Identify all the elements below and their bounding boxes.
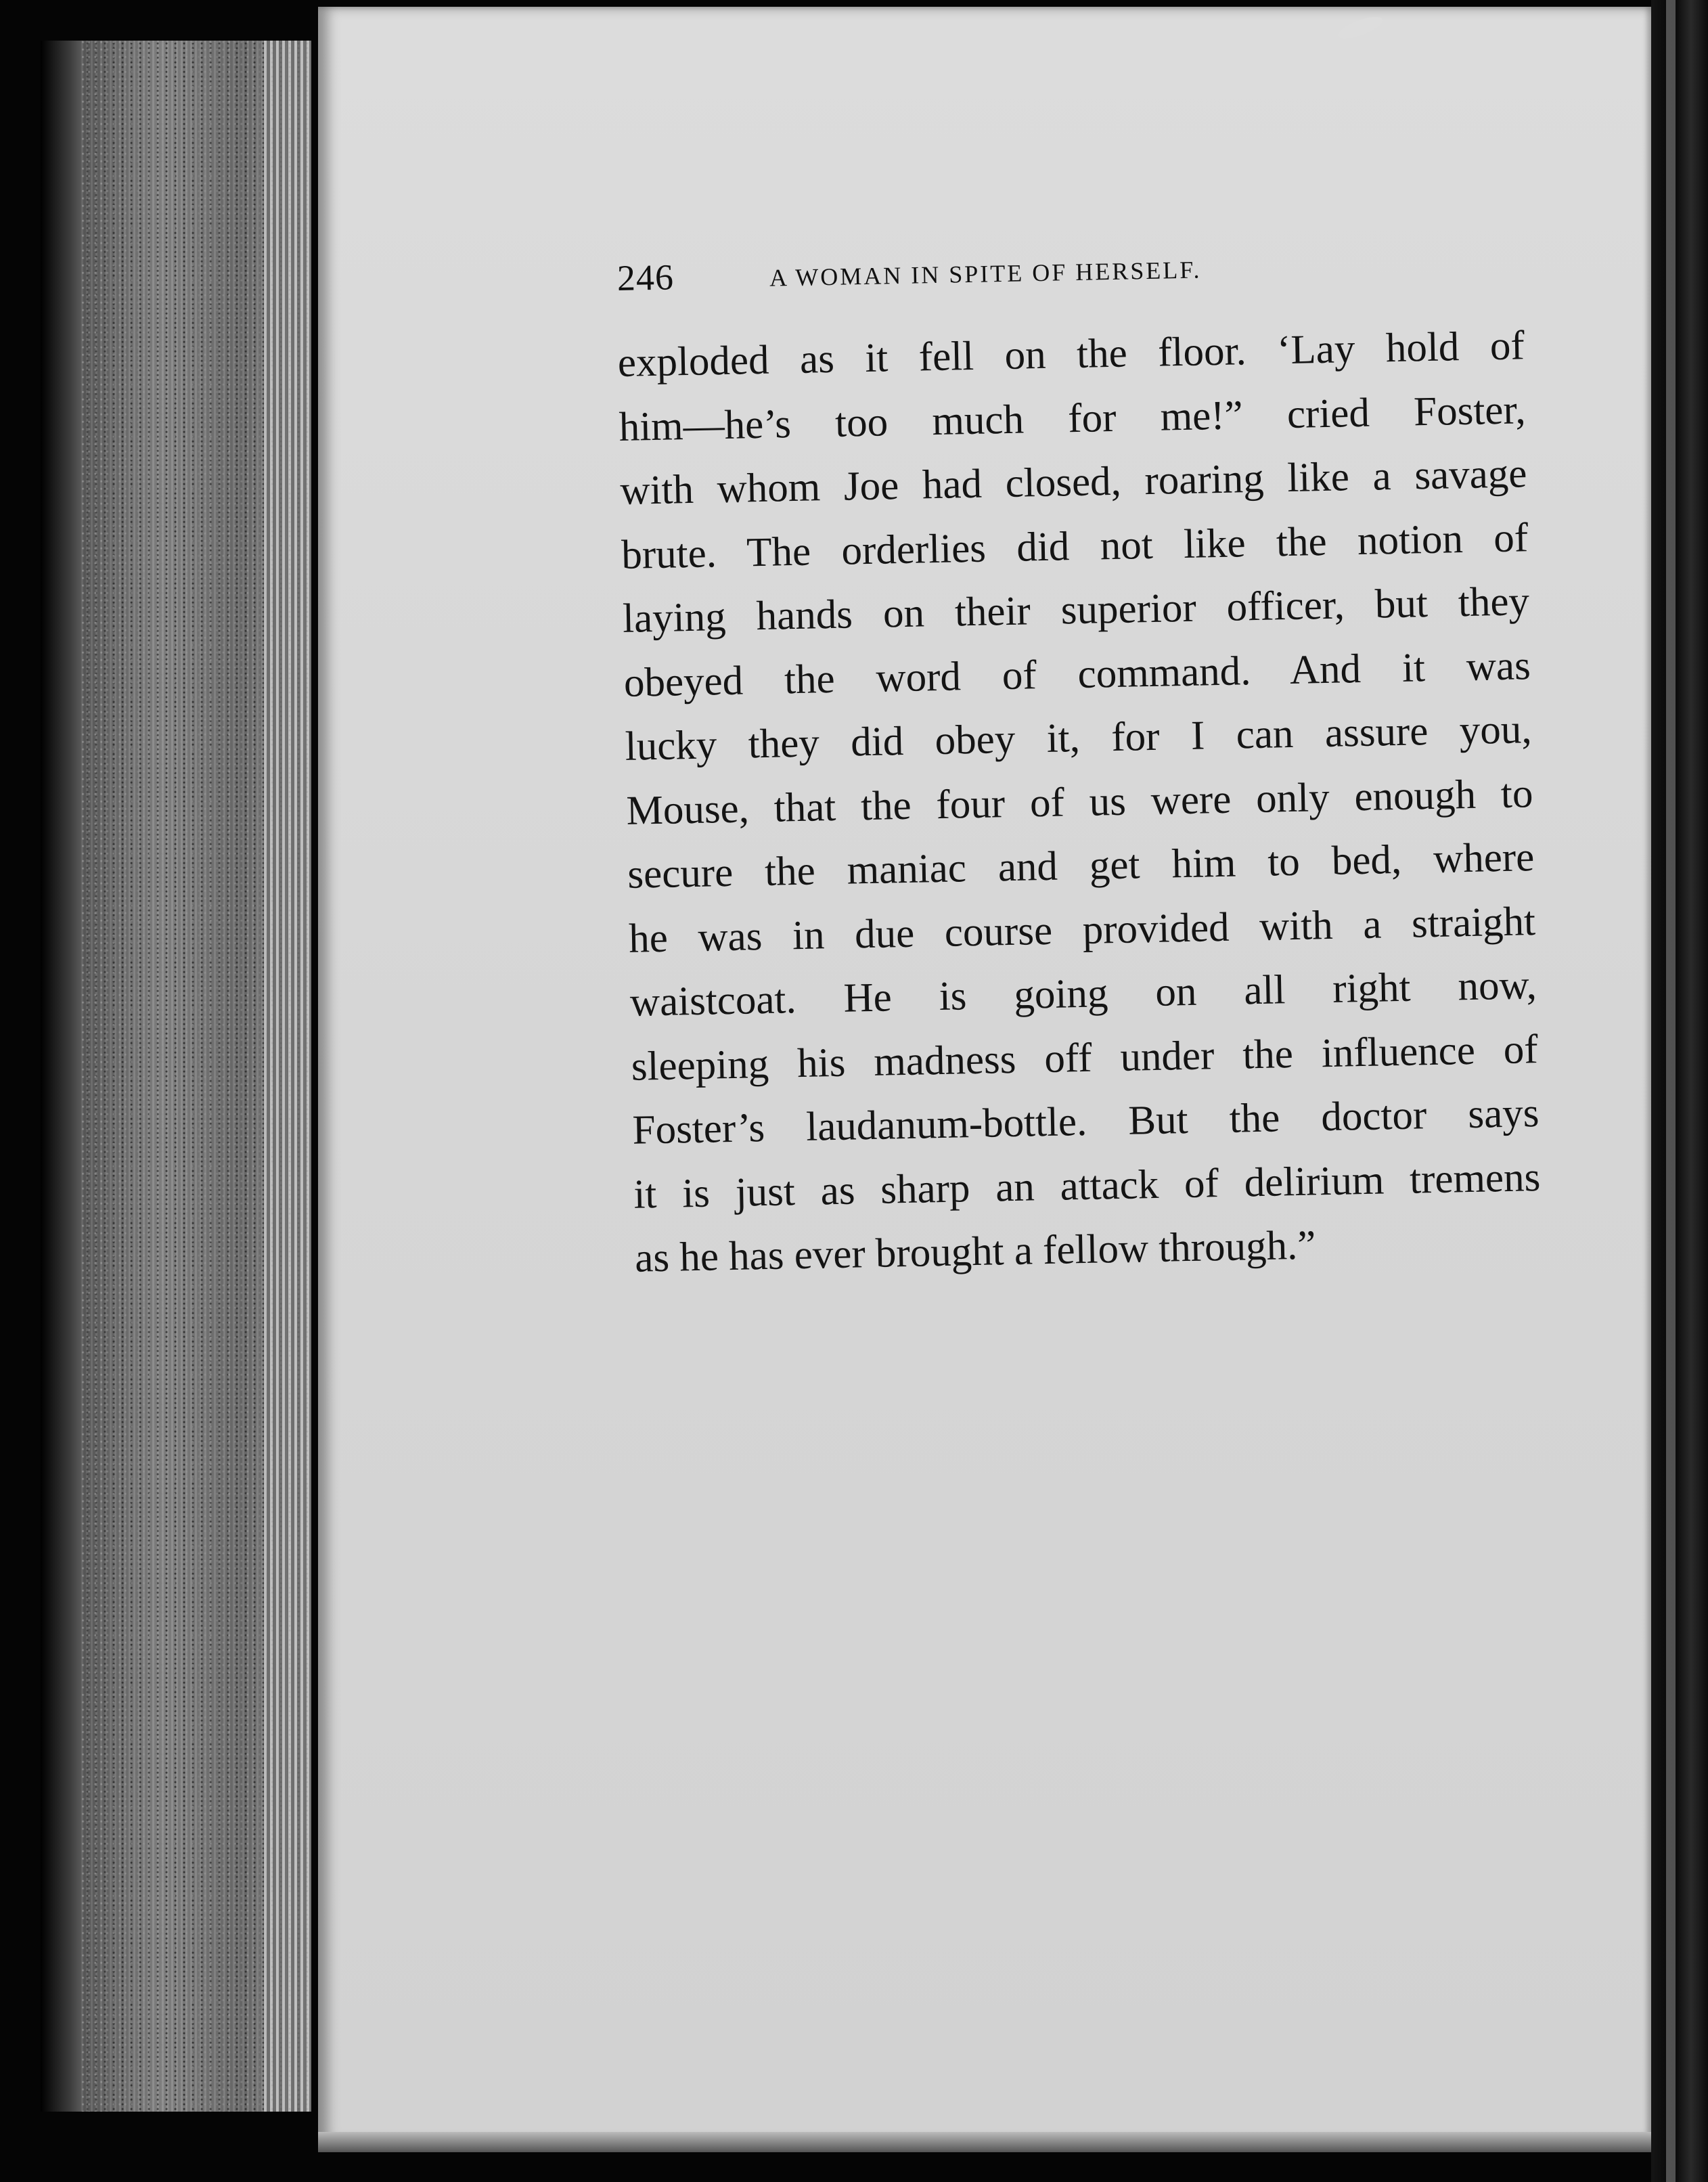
- page-edge-stack: [81, 41, 311, 2112]
- text-line: it is just as sharp an attack of delirium tremens: [633, 1154, 1541, 1218]
- running-title: A WOMAN IN SPITE OF HERSELF.: [769, 256, 1202, 292]
- text-line: brute. The orderlies did not like the notion of: [621, 514, 1529, 578]
- text-line: obeyed the word of command. And it was: [623, 642, 1531, 706]
- text-line: with whom Joe had closed, roaring like a savage: [619, 451, 1527, 514]
- text-line: secure the maniac and get him to bed, where: [627, 834, 1535, 897]
- text-line: laying hands on their superior officer, but they: [622, 579, 1530, 642]
- text-line: him—he’s too much for me!” cried Foster,: [619, 386, 1527, 450]
- text-line: he was in due course provided with a straight: [628, 898, 1536, 962]
- text-line: exploded as it fell on the floor. ‘Lay hold of: [617, 323, 1525, 386]
- body-text: [617, 314, 1542, 1291]
- text-line: Foster’s laudanum-bottle. But the doctor says: [632, 1090, 1540, 1153]
- facing-page-edge: [1651, 0, 1708, 2182]
- text-line: Mouse, that the four of us were only enough to: [625, 770, 1533, 834]
- text-line: waistcoat. He is going on all right now,: [629, 962, 1537, 1025]
- text-line: sleeping his madness off under the influence of: [631, 1026, 1539, 1090]
- text-line: lucky they did obey it, for I can assure you,: [625, 707, 1533, 770]
- page-number: 246: [616, 257, 675, 298]
- page-bottom-edge: [318, 2132, 1651, 2152]
- page-edge-lines: [264, 41, 311, 2112]
- text-line: as he has ever brought a fellow through.”: [634, 1222, 1316, 1281]
- facing-page-sliver: [1666, 0, 1676, 2182]
